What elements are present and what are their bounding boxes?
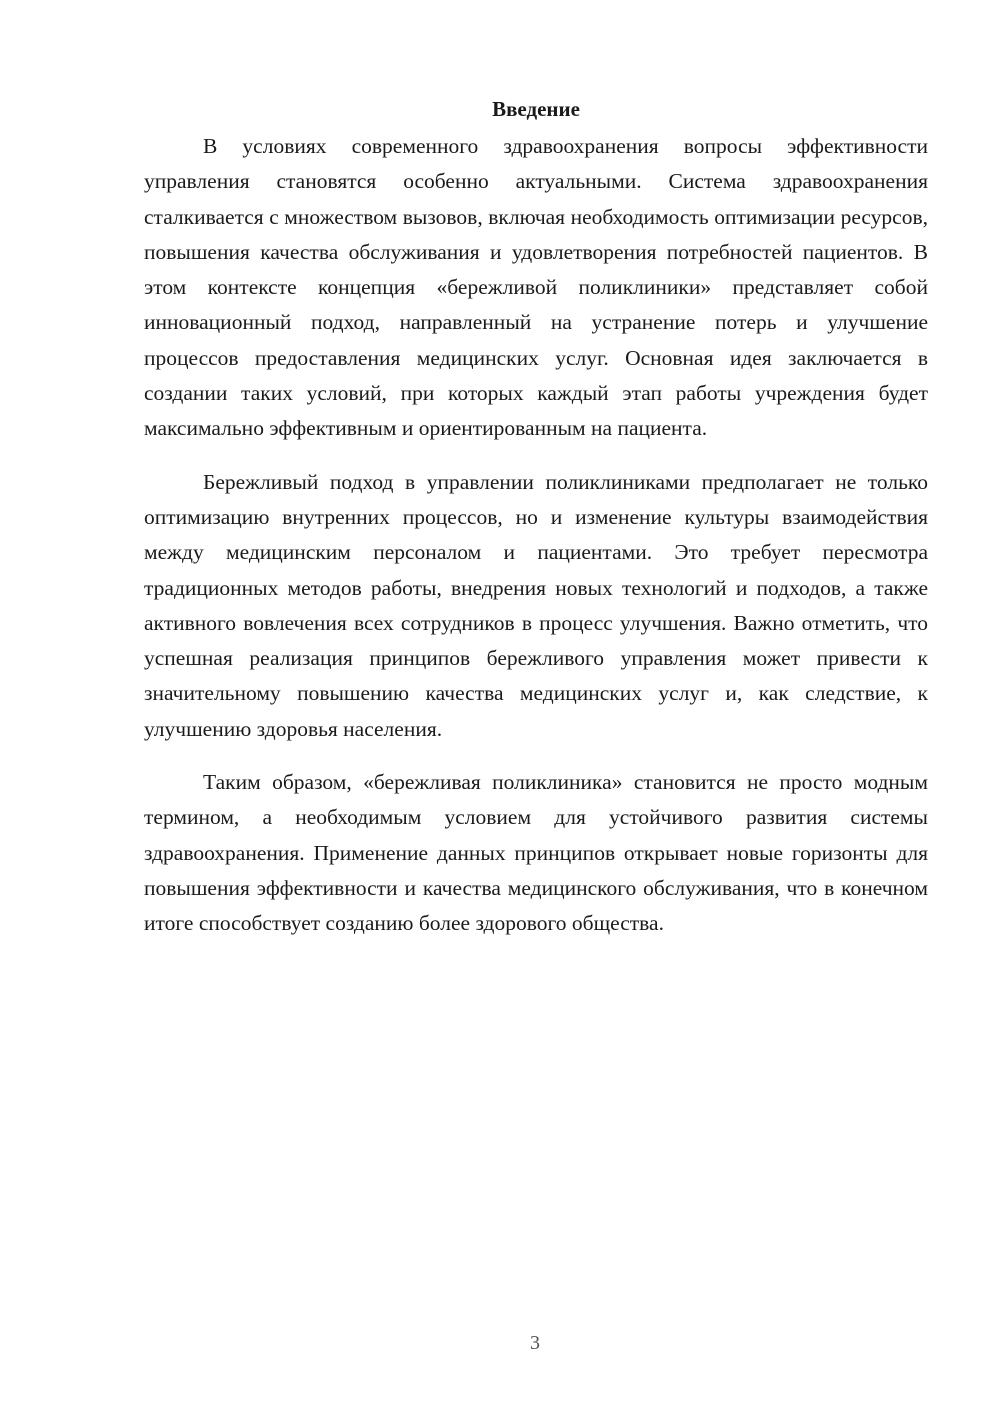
paragraph-3: Таким образом, «бережливая поликлиника» становится не просто модным термином, а необходимым условием для устойчивого развития системы здравоохранения. Применение данных принципов открывает новые горизонты для повышения эффективности и качества медицинского обслуживания, что в конечном итоге способствует созданию более здорового общества. [144, 770, 928, 936]
page-number: 3 [530, 1332, 540, 1354]
section-heading: Введение [492, 97, 580, 121]
document-page [144, 92, 928, 942]
paragraph-2: Бережливый подход в управлении поликлиниками предполагает не только оптимизацию внутренних процессов, но и изменение культуры взаимодействия между медицинским персоналом и пациентами. Это требует пересмотра традиционных методов работы, внедрения новых технологий и подходов, а также активного вовлечения всех сотрудников в процесс улучшения. Важно отметить, что успешная реализация принципов бережливого управления может привести к значительному повышению качества медицинских услуг и, как следствие, к улучшению здоровья населения. [144, 469, 928, 741]
paragraph-1: В условиях современного здравоохранения вопросы эффективности управления становятся особенно актуальными. Система здравоохранения сталкивается с множеством вызовов, включая необходимость оптимизации ресурсов, повышения качества обслуживания и удовлетворения потребностей пациентов. В этом контексте концепция «бережливой поликлиники» представляет собой инновационный подход, направленный на устранение потерь и улучшение процессов предоставления медицинских услуг. Основная идея заключается в создании таких условий, при которых каждый этап работы учреждения будет максимально эффективным и ориентированным на пациента. [144, 134, 928, 441]
